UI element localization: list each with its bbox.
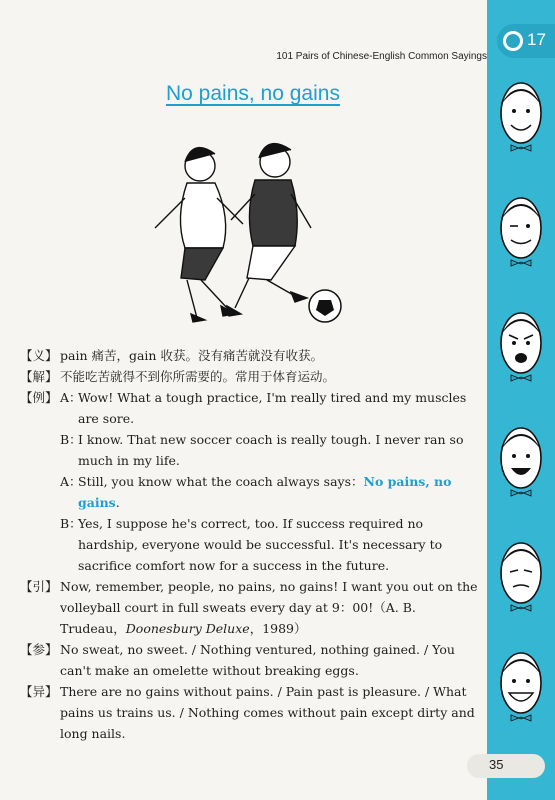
- face-grinning-icon: [501, 653, 541, 721]
- dialogue-text: Yes, I suppose he's correct, too. If success required no hardship, everyone would be successful. It's necessary to sacrifice comfort now for a success in the future.: [78, 516, 443, 573]
- speaker-label: B：: [60, 432, 82, 447]
- quote-text: Now, remember, people, no pains, no gains! I want you out on the volleyball court in full sweats every day at 9：00!（A. B. Trudeau，: [60, 579, 478, 636]
- book-title-header: 101 Pairs of Chinese-English Common Sayings: [276, 51, 487, 62]
- page-number: 35: [489, 757, 504, 772]
- entry-tag: 【参】: [20, 642, 58, 657]
- entry-tag: 【引】: [20, 579, 58, 594]
- dialogue-text: Wow! What a tough practice, I'm really tired and my muscles are sore.: [78, 390, 467, 426]
- entry-tag: 【例】: [20, 390, 58, 405]
- entry-text: 不能吃苦就得不到你所需要的。常用于体育运动。: [60, 369, 336, 384]
- quote-source-title: Doonesbury Deluxe: [125, 621, 250, 636]
- face-squinting-icon: [501, 543, 541, 611]
- face-happy-icon: [501, 428, 541, 496]
- face-winking-icon: [501, 198, 541, 266]
- face-angry-icon: [501, 313, 541, 381]
- entry-text: pain 痛苦，gain 收获。没有痛苦就没有收获。: [60, 348, 323, 363]
- dialogue-text: I know. That new soccer coach is really tough. I never ran so much in my life.: [78, 432, 464, 468]
- entry-tag: 【解】: [20, 369, 58, 384]
- speaker-label: B：: [60, 516, 82, 531]
- dialogue-text-start: Still, you know what the coach always says：: [78, 474, 364, 489]
- quote-year: ，1989）: [249, 621, 307, 636]
- entry-text: [60, 576, 480, 639]
- saying-highlight: No pains, no gains: [78, 474, 452, 510]
- entry-text: There are no gains without pains. / Pain past is pleasure. / What pains us trains us. / Nothing comes without pain except dirty and long nails.: [60, 684, 475, 741]
- dialogue-text: [78, 471, 480, 513]
- entry-tag: 【义】: [20, 348, 58, 363]
- page-number-pill: [467, 754, 545, 778]
- soccer-players-illustration: [135, 128, 355, 328]
- speaker-label: A：: [60, 390, 82, 405]
- speaker-label: A：: [60, 474, 82, 489]
- page-title: No pains, no gains: [166, 82, 340, 105]
- entry-text: No sweat, no sweet. / Nothing ventured, nothing gained. / You can't make an omelette without breaking eggs.: [60, 642, 455, 678]
- chapter-number: 17: [527, 30, 546, 49]
- cartoon-faces-strip: [487, 0, 555, 800]
- face-smiling-icon: [501, 83, 541, 151]
- dialogue-text-end: .: [115, 495, 120, 510]
- entry-tag: 【异】: [20, 684, 58, 699]
